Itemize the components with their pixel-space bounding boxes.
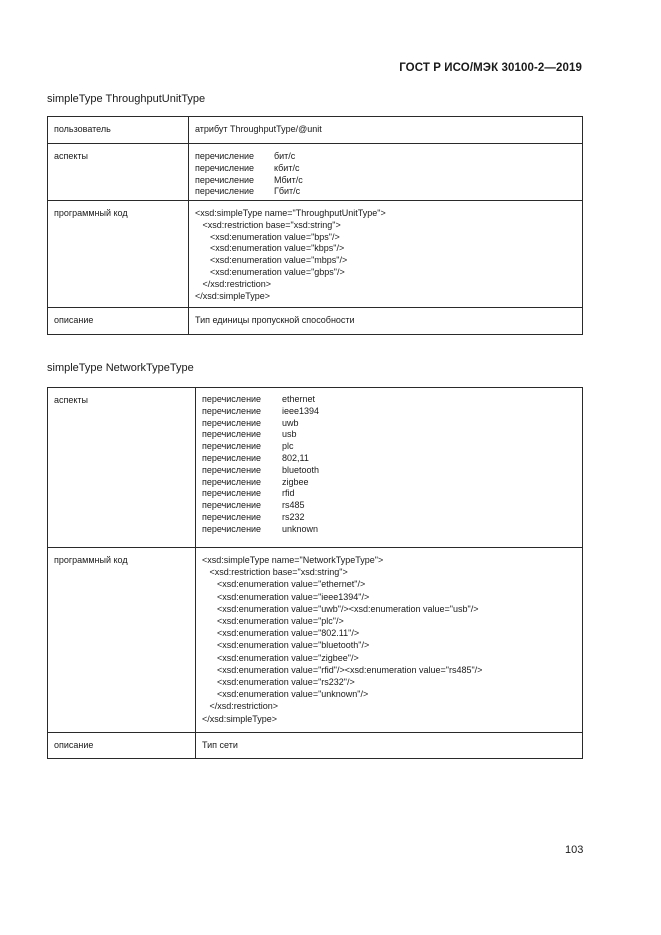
row-value-description: Тип сети [196,733,583,759]
table-row-code [48,201,583,308]
facet-value: zigbee [282,476,309,487]
code-line: </xsd:restriction> [202,701,279,712]
facet-key: перечисление [195,162,255,173]
facet-item [202,477,576,489]
facet-key: перечисление [202,405,262,416]
facet-item [202,512,576,524]
facet-value: ieee1394 [282,405,320,416]
code-line: </xsd:simpleType> [202,713,278,724]
network-type-type-table [47,387,583,759]
facets-list [189,144,583,201]
facet-item [195,163,576,175]
code-line: <xsd:simpleType name="NetworkTypeType"> [202,555,384,565]
facet-key: перечисление [195,174,255,185]
table-row-code [48,548,583,733]
facet-key: перечисление [202,441,262,452]
facet-key: перечисление [195,151,255,161]
code-line: <xsd:enumeration value="plc"/> [202,616,344,627]
facet-item [195,186,576,198]
facet-value: uwb [282,417,299,428]
facet-key: перечисление [202,511,262,522]
facet-key: перечисление [202,476,262,487]
code-line: <xsd:enumeration value="rs232"/> [202,677,355,688]
facet-value: bluetooth [282,464,320,475]
code-line: <xsd:enumeration value="rfid"/><xsd:enumeration value="rs485"/> [202,664,483,675]
section-title-network-type-type: simpleType NetworkTypeType [47,362,194,374]
document-header: ГОСТ Р ИСО/МЭК 30100-2—2019 [399,62,582,74]
facet-key: перечисление [195,186,255,197]
facet-key: перечисление [202,417,262,428]
page-number: 103 [565,844,584,856]
row-label-description: описание [48,733,196,759]
facet-value: unknown [282,523,319,534]
table-row-description [48,308,583,335]
code-line: <xsd:simpleType name="ThroughputUnitType"> [195,208,386,218]
code-block [189,201,583,308]
code-line: <xsd:enumeration value="bluetooth"/> [202,640,370,651]
throughput-unit-type-table [47,116,583,335]
facet-key: перечисление [202,488,262,499]
facet-key: перечисление [202,500,262,511]
row-label-user: пользователь [48,117,189,144]
code-line: <xsd:enumeration value="ethernet"/> [202,579,366,590]
facet-key: перечисление [202,523,262,534]
facet-item [195,175,576,187]
facet-item [202,418,576,430]
table-row-facets [48,388,583,548]
facet-key: перечисление [202,464,262,475]
code-line: <xsd:enumeration value="mbps"/> [195,255,348,266]
row-label-code: программный код [48,548,196,733]
facet-item [202,453,576,465]
code-block [196,548,583,733]
code-line: <xsd:enumeration value="ieee1394"/> [202,591,370,602]
table-row-description [48,733,583,759]
facet-value: 802,11 [282,452,309,463]
facet-item [202,429,576,441]
facet-item [202,441,576,453]
facet-key: перечисление [202,394,262,404]
facet-item [202,488,576,500]
facet-item [202,465,576,477]
row-label-facets: аспекты [48,144,189,201]
facet-value: кбит/с [274,162,300,173]
facet-value: Мбит/с [274,174,303,185]
facet-item [195,151,576,163]
row-value-description: Тип единицы пропускной способности [189,308,583,335]
facet-value: rs232 [282,511,305,522]
code-line: <xsd:enumeration value="uwb"/><xsd:enumeration value="usb"/> [202,603,479,614]
code-line: <xsd:restriction base="xsd:string"> [202,567,348,578]
facet-value: бит/с [274,151,296,161]
code-line: <xsd:enumeration value="bps"/> [195,231,340,242]
code-line: <xsd:restriction base="xsd:string"> [195,219,341,230]
code-line: <xsd:enumeration value="kbps"/> [195,243,345,254]
code-line: </xsd:simpleType> [195,290,271,301]
facet-item [202,394,576,406]
facet-value: usb [282,429,297,440]
facets-list [196,388,583,548]
row-label-description: описание [48,308,189,335]
code-line: <xsd:enumeration value="gbps"/> [195,266,345,277]
section-title-throughput-unit-type: simpleType ThroughputUnitType [47,93,206,105]
table-row-user [48,117,583,144]
facet-value: rfid [282,488,295,499]
facet-value: rs485 [282,500,305,511]
facet-value: plc [282,441,294,452]
code-line: <xsd:enumeration value="802.11"/> [202,628,360,639]
code-line: </xsd:restriction> [195,278,272,289]
facet-value: ethernet [282,394,316,404]
row-label-code: программный код [48,201,189,308]
row-value-user: атрибут ThroughputType/@unit [189,117,583,144]
facet-item [202,406,576,418]
table-row-facets [48,144,583,201]
facet-item [202,524,576,536]
row-label-facets: аспекты [48,388,196,548]
facet-value: Гбит/с [274,186,301,197]
facet-key: перечисление [202,452,262,463]
code-line: <xsd:enumeration value="unknown"/> [202,689,369,700]
facet-item [202,500,576,512]
code-line: <xsd:enumeration value="zigbee"/> [202,652,359,663]
facet-key: перечисление [202,429,262,440]
